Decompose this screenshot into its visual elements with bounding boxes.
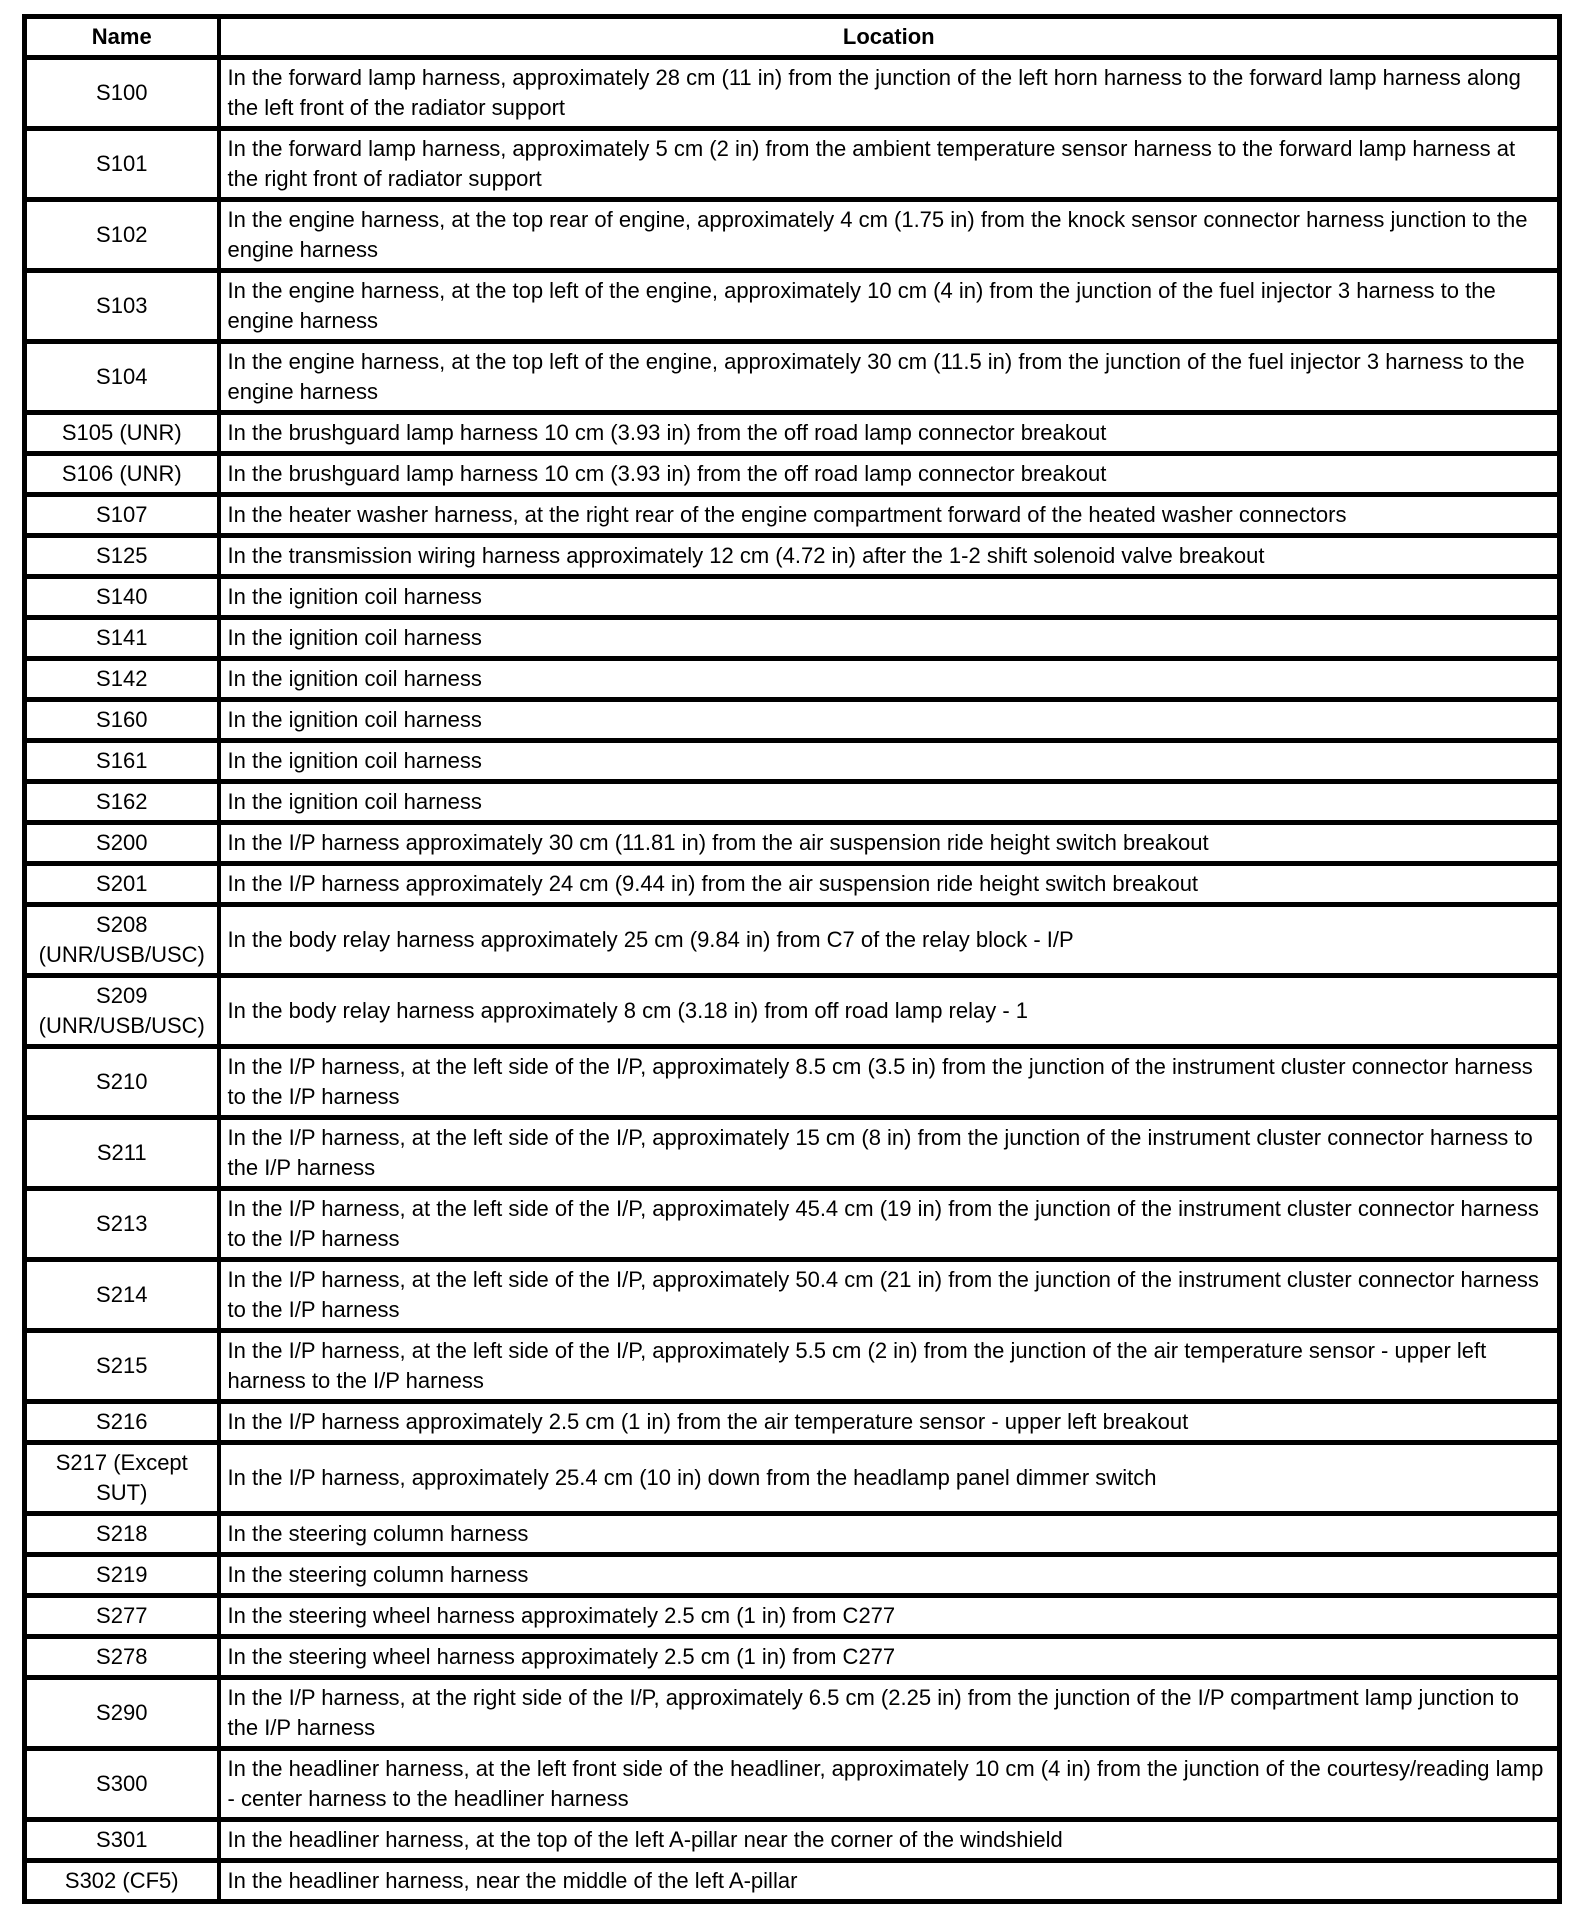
table-row (25, 1637, 1560, 1678)
table-row (25, 823, 1560, 864)
splice-name-cell: S301 (25, 1820, 219, 1861)
splice-name-cell: S219 (25, 1555, 219, 1596)
table-row (25, 976, 1560, 1047)
table-row (25, 864, 1560, 905)
splice-location-cell: In the body relay harness approximately 8 cm (3.18 in) from off road lamp relay - 1 (219, 976, 1560, 1047)
splice-name-cell: S142 (25, 659, 219, 700)
splice-name-cell: S161 (25, 741, 219, 782)
splice-name-cell: S300 (25, 1749, 219, 1820)
splice-name-cell: S201 (25, 864, 219, 905)
splice-location-cell: In the heater washer harness, at the right rear of the engine compartment forward of the heated washer connectors (219, 495, 1560, 536)
splice-name-cell: S104 (25, 342, 219, 413)
table-row (25, 1555, 1560, 1596)
splice-location-cell: In the I/P harness, at the left side of the I/P, approximately 45.4 cm (19 in) from the junction of the instrument cluster connector harness to the I/P harness (219, 1189, 1560, 1260)
table-row (25, 536, 1560, 577)
header-row (25, 17, 1560, 58)
splice-location-cell: In the ignition coil harness (219, 659, 1560, 700)
splice-location-cell: In the forward lamp harness, approximately 5 cm (2 in) from the ambient temperature sensor harness to the forward lamp harness at the right front of radiator support (219, 129, 1560, 200)
table-row (25, 1331, 1560, 1402)
table-row (25, 741, 1560, 782)
splice-name-cell: S216 (25, 1402, 219, 1443)
splice-name-cell: S278 (25, 1637, 219, 1678)
table-row (25, 129, 1560, 200)
splice-name-cell: S102 (25, 200, 219, 271)
splice-location-cell: In the I/P harness, at the right side of the I/P, approximately 6.5 cm (2.25 in) from the junction of the I/P compartment lamp junction to the I/P harness (219, 1678, 1560, 1749)
splice-location-cell: In the headliner harness, near the middle of the left A-pillar (219, 1861, 1560, 1902)
splice-location-cell: In the headliner harness, at the top of the left A-pillar near the corner of the windshield (219, 1820, 1560, 1861)
splice-location-cell: In the engine harness, at the top left of the engine, approximately 10 cm (4 in) from the junction of the fuel injector 3 harness to the engine harness (219, 271, 1560, 342)
table-row (25, 1861, 1560, 1902)
splice-location-cell: In the I/P harness, at the left side of the I/P, approximately 50.4 cm (21 in) from the junction of the instrument cluster connector harness to the I/P harness (219, 1260, 1560, 1331)
splice-location-cell: In the ignition coil harness (219, 700, 1560, 741)
splice-location-cell: In the forward lamp harness, approximately 28 cm (11 in) from the junction of the left horn harness to the forward lamp harness along the left front of the radiator support (219, 58, 1560, 129)
splice-name-cell: S302 (CF5) (25, 1861, 219, 1902)
splice-name-cell: S100 (25, 58, 219, 129)
splice-location-cell: In the engine harness, at the top rear of engine, approximately 4 cm (1.75 in) from the knock sensor connector harness junction to the engine harness (219, 200, 1560, 271)
splice-name-cell: S160 (25, 700, 219, 741)
splice-name-cell: S210 (25, 1047, 219, 1118)
table-row (25, 1596, 1560, 1637)
splice-name-cell: S217 (Except SUT) (25, 1443, 219, 1514)
table-row (25, 1047, 1560, 1118)
splice-location-cell: In the I/P harness, at the left side of the I/P, approximately 8.5 cm (3.5 in) from the junction of the instrument cluster connector harness to the I/P harness (219, 1047, 1560, 1118)
table-row (25, 495, 1560, 536)
table-row (25, 200, 1560, 271)
table-row (25, 1260, 1560, 1331)
table-row (25, 454, 1560, 495)
table-row (25, 905, 1560, 976)
table-row (25, 1118, 1560, 1189)
table-row (25, 1443, 1560, 1514)
splice-location-cell: In the steering column harness (219, 1555, 1560, 1596)
splice-name-cell: S215 (25, 1331, 219, 1402)
splice-location-cell: In the steering column harness (219, 1514, 1560, 1555)
splice-location-cell: In the headliner harness, at the left front side of the headliner, approximately 10 cm (4 in) from the junction of the courtesy/reading lamp - center harness to the headliner harness (219, 1749, 1560, 1820)
splice-name-cell: S214 (25, 1260, 219, 1331)
splice-name-cell: S211 (25, 1118, 219, 1189)
splice-name-cell: S208 (UNR/USB/USC) (25, 905, 219, 976)
splice-name-cell: S107 (25, 495, 219, 536)
splice-name-cell: S218 (25, 1514, 219, 1555)
table-row (25, 659, 1560, 700)
splice-location-cell: In the I/P harness approximately 2.5 cm (1 in) from the air temperature sensor - upper left breakout (219, 1402, 1560, 1443)
splice-name-cell: S101 (25, 129, 219, 200)
splice-name-cell: S105 (UNR) (25, 413, 219, 454)
splice-location-cell: In the I/P harness approximately 30 cm (11.81 in) from the air suspension ride height switch breakout (219, 823, 1560, 864)
splice-location-cell: In the ignition coil harness (219, 741, 1560, 782)
splice-location-cell: In the brushguard lamp harness 10 cm (3.93 in) from the off road lamp connector breakout (219, 413, 1560, 454)
splice-location-table (22, 14, 1562, 1904)
splice-name-cell: S103 (25, 271, 219, 342)
splice-location-cell: In the I/P harness, at the left side of the I/P, approximately 15 cm (8 in) from the junction of the instrument cluster connector harness to the I/P harness (219, 1118, 1560, 1189)
table-row (25, 782, 1560, 823)
splice-name-cell: S213 (25, 1189, 219, 1260)
table-row (25, 1402, 1560, 1443)
table-row (25, 1678, 1560, 1749)
splice-name-cell: S162 (25, 782, 219, 823)
splice-location-cell: In the ignition coil harness (219, 782, 1560, 823)
splice-location-cell: In the brushguard lamp harness 10 cm (3.93 in) from the off road lamp connector breakout (219, 454, 1560, 495)
table-body (25, 58, 1560, 1902)
column-header-location: Location (219, 17, 1560, 58)
splice-location-cell: In the transmission wiring harness approximately 12 cm (4.72 in) after the 1-2 shift solenoid valve breakout (219, 536, 1560, 577)
splice-name-cell: S290 (25, 1678, 219, 1749)
splice-location-cell: In the I/P harness, approximately 25.4 cm (10 in) down from the headlamp panel dimmer switch (219, 1443, 1560, 1514)
splice-location-cell: In the ignition coil harness (219, 577, 1560, 618)
table-row (25, 1189, 1560, 1260)
splice-location-cell: In the steering wheel harness approximately 2.5 cm (1 in) from C277 (219, 1596, 1560, 1637)
table-row (25, 1749, 1560, 1820)
splice-location-cell: In the ignition coil harness (219, 618, 1560, 659)
table-row (25, 618, 1560, 659)
table-row (25, 271, 1560, 342)
splice-name-cell: S209 (UNR/USB/USC) (25, 976, 219, 1047)
splice-name-cell: S106 (UNR) (25, 454, 219, 495)
splice-location-cell: In the I/P harness approximately 24 cm (9.44 in) from the air suspension ride height switch breakout (219, 864, 1560, 905)
table-row (25, 413, 1560, 454)
column-header-name: Name (25, 17, 219, 58)
splice-name-cell: S277 (25, 1596, 219, 1637)
table-row (25, 58, 1560, 129)
table-row (25, 1514, 1560, 1555)
table-row (25, 577, 1560, 618)
table-row (25, 700, 1560, 741)
splice-name-cell: S200 (25, 823, 219, 864)
splice-name-cell: S141 (25, 618, 219, 659)
table-row (25, 1820, 1560, 1861)
splice-location-cell: In the engine harness, at the top left of the engine, approximately 30 cm (11.5 in) from the junction of the fuel injector 3 harness to the engine harness (219, 342, 1560, 413)
splice-location-cell: In the body relay harness approximately 25 cm (9.84 in) from C7 of the relay block - I/P (219, 905, 1560, 976)
splice-location-cell: In the steering wheel harness approximately 2.5 cm (1 in) from C277 (219, 1637, 1560, 1678)
splice-location-cell: In the I/P harness, at the left side of the I/P, approximately 5.5 cm (2 in) from the junction of the air temperature sensor - upper left harness to the I/P harness (219, 1331, 1560, 1402)
table-row (25, 342, 1560, 413)
splice-name-cell: S125 (25, 536, 219, 577)
splice-name-cell: S140 (25, 577, 219, 618)
